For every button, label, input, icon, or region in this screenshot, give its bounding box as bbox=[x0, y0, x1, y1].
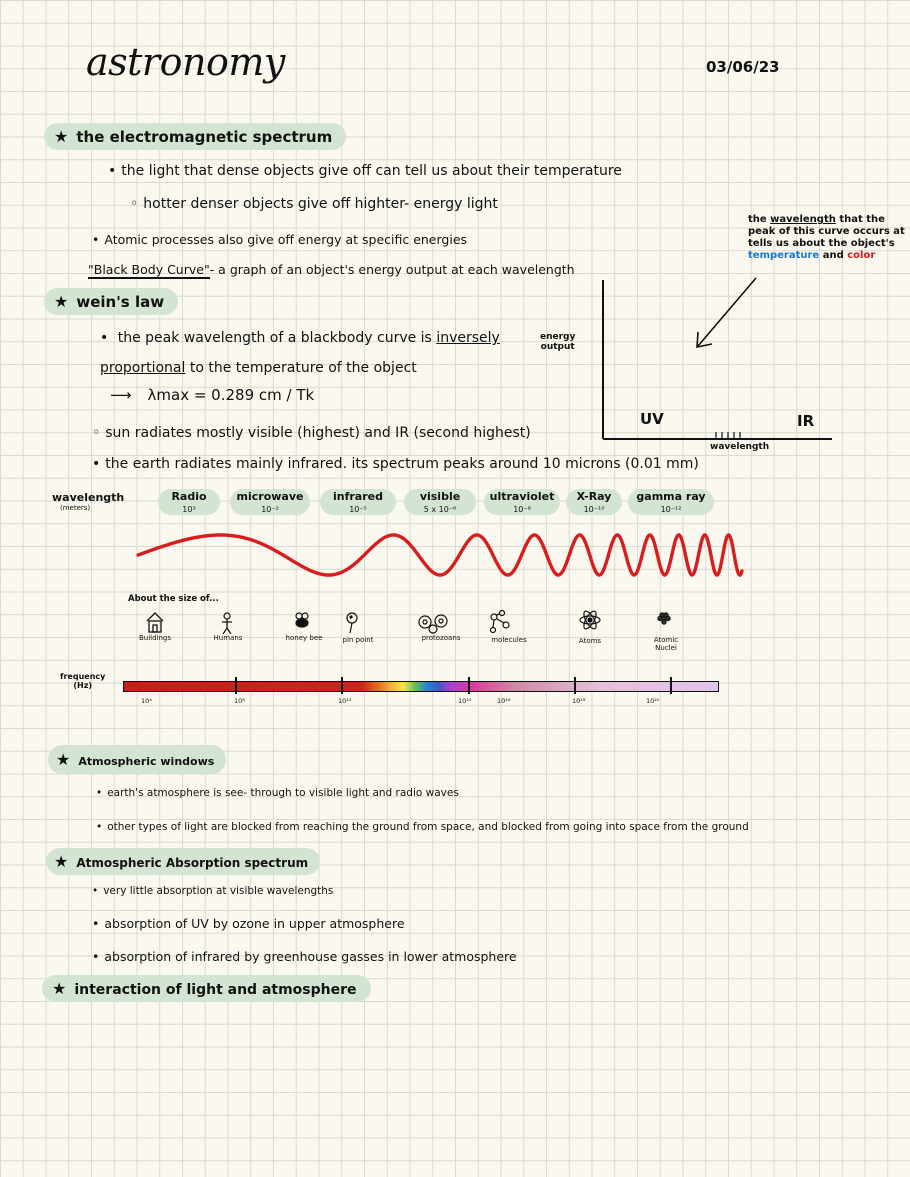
weins-line-1: • the peak wavelength of a blackbody curve is inversely bbox=[100, 330, 500, 346]
size-atoms: Atoms bbox=[578, 637, 602, 645]
band-microwave: microwave 10⁻² bbox=[230, 489, 310, 515]
frequency-spectrum-bar bbox=[123, 681, 719, 692]
em-line-3: • Atomic processes also give off energy at specific energies bbox=[92, 232, 467, 247]
graph-x-label: wavelength bbox=[710, 442, 770, 452]
pin-icon bbox=[347, 613, 357, 633]
frequency-tick bbox=[468, 677, 470, 694]
weins-line-2: proportional to the temperature of the object bbox=[100, 360, 417, 376]
band-visible: visible 5 x 10⁻⁶ bbox=[404, 489, 476, 515]
frequency-tick-label: 10⁸ bbox=[234, 697, 245, 705]
molecule-icon bbox=[491, 611, 510, 633]
graph-wavelength-ticks bbox=[716, 432, 740, 438]
frequency-tick bbox=[235, 677, 237, 694]
heading-atmospheric-windows: ★ Atmospheric windows bbox=[48, 745, 226, 774]
blackbody-graph bbox=[0, 0, 910, 470]
size-humans: Humans bbox=[213, 634, 243, 642]
frequency-tick bbox=[341, 677, 343, 694]
band-infrared: infrared 10⁻⁵ bbox=[320, 489, 396, 515]
frequency-tick-label: 10¹² bbox=[338, 697, 352, 705]
frequency-tick-label: 10²⁰ bbox=[646, 697, 660, 705]
star-icon: ★ bbox=[54, 852, 69, 871]
graph-pointer-arrow bbox=[698, 278, 756, 346]
graph-note: the wavelength that the peak of this curve occurs at tells us about the object's temperature and color bbox=[748, 214, 905, 261]
star-icon: ★ bbox=[56, 750, 71, 769]
band-xray: X-Ray 10⁻¹⁰ bbox=[566, 489, 622, 515]
graph-ir-label: IR bbox=[797, 412, 815, 430]
absorption-line-1: • very little absorption at visible wavelengths bbox=[92, 885, 333, 897]
frequency-tick-label: 10¹⁵ bbox=[458, 697, 472, 705]
em-line-2: ◦ hotter denser objects give off highter- energy light bbox=[130, 196, 498, 212]
windows-line-2: • other types of light are blocked from reaching the ground from space, and blocked from going into space from the ground bbox=[96, 821, 749, 833]
heading-absorption-spectrum: ★ Atmospheric Absorption spectrum bbox=[46, 848, 320, 875]
em-wave bbox=[0, 520, 910, 590]
frequency-tick-label: 10¹⁶ bbox=[497, 697, 511, 705]
size-protozoans: protozoans bbox=[421, 634, 461, 642]
size-honey-bee: honey bee bbox=[285, 634, 323, 642]
frequency-tick bbox=[670, 677, 672, 694]
absorption-line-3: • absorption of infrared by greenhouse gasses in lower atmosphere bbox=[92, 949, 517, 964]
graph-uv-label: UV bbox=[640, 410, 664, 428]
size-molecules: molecules bbox=[491, 636, 527, 644]
weins-formula: ⟶ λmax = 0.289 cm / Tk bbox=[110, 386, 315, 404]
star-icon: ★ bbox=[54, 127, 69, 146]
bee-icon bbox=[296, 613, 308, 627]
frequency-tick-label: 10¹⁸ bbox=[572, 697, 586, 705]
frequency-tick bbox=[574, 677, 576, 694]
house-icon bbox=[147, 613, 163, 632]
atom-icon bbox=[580, 609, 600, 630]
size-label: About the size of... bbox=[128, 594, 219, 604]
star-icon: ★ bbox=[54, 292, 69, 311]
heading-weins-law: ★ wein's law bbox=[44, 288, 178, 315]
page-date: 03/06/23 bbox=[706, 58, 780, 76]
frequency-label: frequency (Hz) bbox=[60, 672, 106, 690]
em-line-1: • the light that dense objects give off can tell us about their temperature bbox=[108, 163, 622, 179]
size-pin-point: pin point bbox=[342, 636, 374, 644]
wavelength-row-label: wavelength (meters) bbox=[52, 491, 125, 512]
band-radio: Radio 10³ bbox=[158, 489, 220, 515]
heading-em-spectrum: ★ the electromagnetic spectrum bbox=[44, 123, 346, 150]
absorption-line-2: • absorption of UV by ozone in upper atmosphere bbox=[92, 916, 405, 931]
graph-y-label: energy output bbox=[540, 332, 576, 352]
windows-line-1: • earth's atmosphere is see- through to visible light and radio waves bbox=[96, 787, 459, 799]
nucleus-icon bbox=[658, 613, 670, 624]
heading-interaction: ★ interaction of light and atmosphere bbox=[42, 975, 371, 1002]
bbc-term: "Black Body Curve" bbox=[88, 262, 210, 277]
weins-line-3: ◦ sun radiates mostly visible (highest) and IR (second highest) bbox=[92, 425, 531, 441]
cell-icon bbox=[419, 615, 447, 633]
band-gamma: gamma ray 10⁻¹² bbox=[628, 489, 714, 515]
size-atomic-nuclei: Atomic Nuclei bbox=[653, 636, 679, 652]
frequency-tick-label: 10⁴ bbox=[141, 697, 152, 705]
band-ultraviolet: ultraviolet 10⁻⁸ bbox=[484, 489, 560, 515]
bbc-definition: "Black Body Curve"- a graph of an object's energy output at each wavelength bbox=[88, 262, 575, 277]
weins-line-4: • the earth radiates mainly infrared. its spectrum peaks around 10 microns (0.01 mm) bbox=[92, 456, 699, 472]
arrow-right-icon: ⟶ bbox=[110, 386, 132, 404]
page-title: astronomy bbox=[86, 40, 285, 84]
star-icon: ★ bbox=[52, 979, 67, 998]
size-buildings: Buildings bbox=[138, 634, 172, 642]
person-icon bbox=[222, 613, 232, 634]
